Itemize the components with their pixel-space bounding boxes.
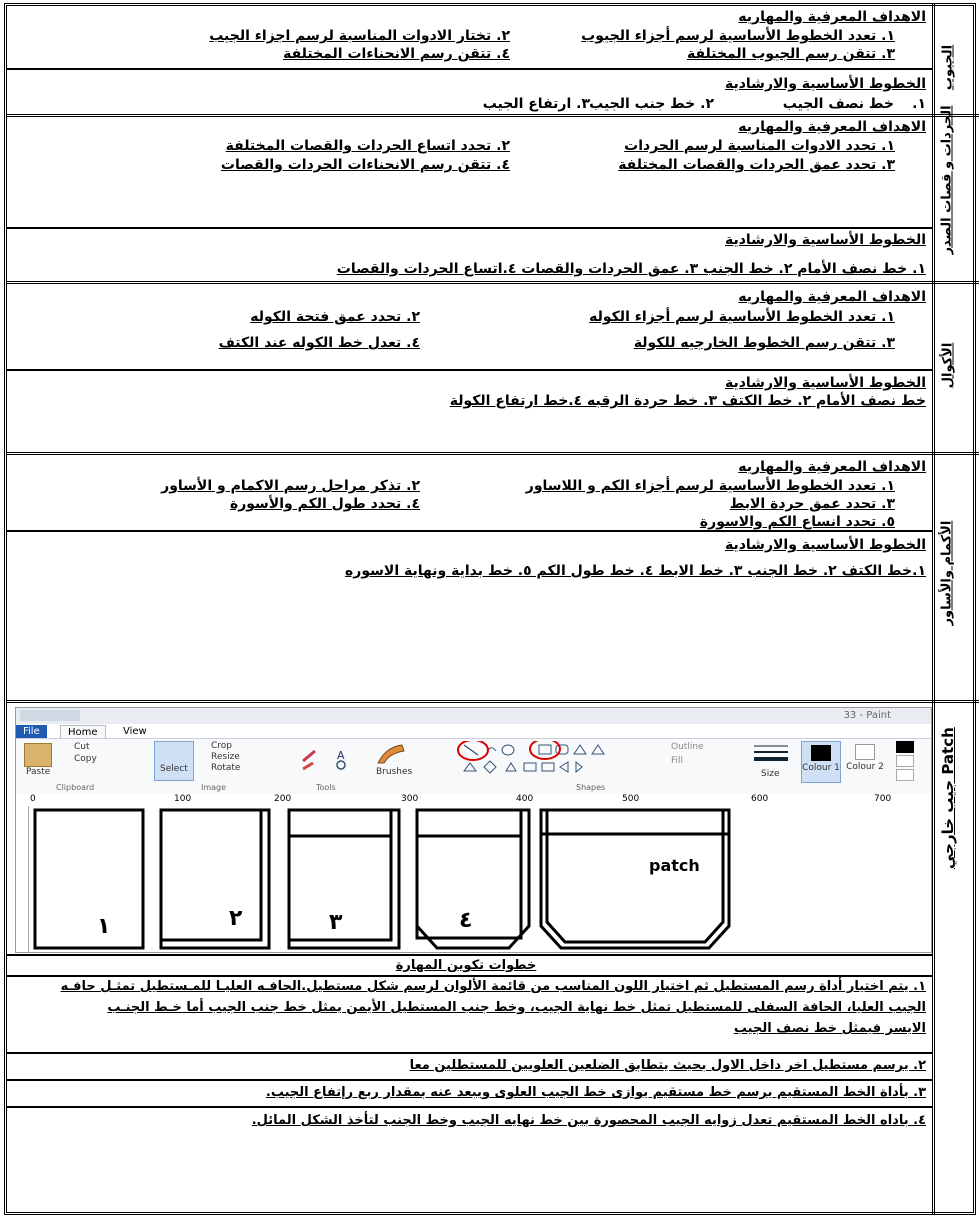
- clipboard-group-label: Clipboard: [56, 783, 95, 792]
- divider: [7, 227, 933, 229]
- step-2: ٢. يرسم مستطيل اخر داخل الاول بحيث يتطابق الضلعين العلويين للمستطلين معا: [409, 1058, 926, 1073]
- pocket-goals-title: الاهداف المعرفية والمهاريه: [738, 9, 926, 25]
- ruler-mark: 200: [274, 794, 292, 804]
- fill-button[interactable]: Fill: [671, 756, 684, 766]
- paint-canvas[interactable]: [29, 806, 931, 952]
- palette-white[interactable]: [896, 769, 914, 781]
- paint-ribbon: [16, 738, 931, 795]
- colour-1-selector[interactable]: [801, 741, 841, 783]
- pocket-line-1-num: ١.: [912, 96, 926, 112]
- divider: [7, 369, 933, 371]
- select-tool[interactable]: [154, 741, 194, 781]
- tab-view[interactable]: View: [123, 726, 147, 737]
- step-1-line-3: الايسر فيمثل خط نصف الجيب: [733, 1021, 926, 1036]
- ruler-mark: 0: [30, 794, 36, 804]
- quick-access-toolbar[interactable]: [20, 710, 80, 721]
- brushes-button[interactable]: Brushes: [376, 767, 413, 777]
- colour-2-swatch: [855, 744, 875, 760]
- collars-goals-title: الاهداف المعرفية والمهاريه: [738, 119, 926, 135]
- ruler-mark: 300: [401, 794, 419, 804]
- paint-screenshot: [15, 707, 932, 953]
- shapes-group-label: Shapes: [576, 783, 606, 792]
- size-icon[interactable]: [754, 743, 788, 763]
- colour-1-label: Colour 1: [802, 763, 840, 773]
- pocket-lines-title: الخطوط الأساسية والارشادية: [724, 76, 926, 92]
- pocket-line-2: ٢. خط جنب الجيب: [589, 96, 714, 112]
- collars-goal-2: ٢. تحدد اتساع الحردات والقصات المختلفة: [225, 138, 510, 154]
- svg-text:A: A: [337, 749, 345, 762]
- tools-group-label: Tools: [316, 783, 336, 792]
- step-1-line-2: الجيب العليا، الحافة السفلى للمستطيل تمثل خط نهاية الجيب، وخط جنب المستطيل الأيمن يمثل خط جنب الجيب أما خـط الجنـب: [107, 1000, 926, 1015]
- cuffs-lines-title: الخطوط الأساسية والارشادية: [724, 375, 926, 391]
- step-3: ٣. بأداة الخط المستقيم يرسم خط مستقيم يوازى خط الجيب العلوى ويبعد عنه بمقدار ربع رإتفاع الجيب.: [265, 1085, 926, 1100]
- outline-button[interactable]: Outline: [671, 742, 704, 752]
- palette-black[interactable]: [896, 741, 914, 753]
- patch-label: patch: [649, 856, 700, 875]
- shapes-gallery[interactable]: [456, 741, 651, 781]
- colour-2-label: Colour 2: [846, 762, 884, 772]
- pocket-number-2: ٢: [229, 906, 243, 931]
- sleeves-lines: ١.خط الكتف ٢. خط الجنب ٣. خط الابط ٤. خط طول الكم ٥. خط بداية ونهاية الاسوره: [345, 563, 926, 579]
- paste-button[interactable]: Paste: [26, 767, 51, 777]
- rotate-button[interactable]: Rotate: [211, 763, 241, 773]
- pocket-number-4: ٤: [459, 908, 473, 933]
- sleeves-goal-4: ٤. تحدد طول الكم والأسورة: [229, 496, 420, 512]
- colour-1-swatch: [811, 745, 831, 761]
- pocket-line-3: ٣. ارتفاع الجيب: [482, 96, 590, 112]
- collars-goal-1: ١. تحدد الادوات المناسبة لرسم الحردات: [624, 138, 895, 154]
- cuffs-goal-2: ٢. تحدد عمق فتحة الكوله: [250, 309, 420, 325]
- sleeves-goal-5: ٥. تحدد انساع الكم والاسورة: [699, 514, 895, 530]
- divider: [7, 1106, 933, 1108]
- colour-2-selector[interactable]: [846, 741, 884, 781]
- section-column-divider: [932, 3, 935, 1215]
- divider: [7, 1052, 933, 1054]
- step-1-line-1: ١. يتم اختيار أداة رسم المستطيل ثم اختيار اللون المناسب من قائمة الألوان لرسم شكل مستطيل.الحافـه العليـا للمـستطيل تمثـل حافـه: [60, 979, 926, 994]
- vertical-ruler: [16, 806, 29, 952]
- cuffs-goal-4: ٤. تعدل خط الكوله عند الكتف: [218, 335, 420, 351]
- section-label-collars: الحردات و قصات الصدر: [939, 105, 955, 255]
- sleeves-goal-1: ١. تعدد الخطوط الأساسية لرسم أجزاء الكم و اللاساور: [525, 478, 895, 494]
- collars-goal-3: ٣. تحدد عمق الحردات والقصات المختلفة: [618, 157, 895, 173]
- pocket-goal-4: ٤. تتقن رسم الانحناءات المختلفة: [283, 46, 510, 62]
- ruler-mark: 700: [874, 794, 892, 804]
- section-label-cuffs: الأكوال: [940, 342, 956, 389]
- ruler-mark: 100: [174, 794, 192, 804]
- cut-button[interactable]: Cut: [74, 742, 90, 752]
- pocket-line-1: خط نصف الجيب: [782, 96, 894, 112]
- divider: [7, 452, 979, 455]
- cuffs-goal-1: ١. تعدد الخطوط الأساسية لرسم أجزاء الكوله: [589, 309, 895, 325]
- divider: [7, 68, 933, 70]
- sleeves-lines-title: الخطوط الأساسية والارشادية: [724, 537, 926, 553]
- copy-button[interactable]: Copy: [74, 754, 97, 764]
- pocket-goal-2: ٢. تختار الادوات المناسبة لرسم اجزاء الجيب: [209, 28, 510, 44]
- divider: [7, 1079, 933, 1081]
- image-group-label: Image: [201, 783, 227, 792]
- crop-button[interactable]: Crop: [211, 741, 233, 751]
- section-label-pocket: الجيوب: [940, 44, 956, 91]
- collars-lines: ١. خط نصف الأمام ٢. خط الجنب ٣. عمق الحردات والقصات ٤.اتساع الحردات والقصات: [336, 261, 926, 277]
- paste-icon[interactable]: [24, 743, 52, 767]
- paint-window-title: 33 - Paint: [843, 710, 891, 721]
- paint-titlebar: [16, 708, 931, 724]
- paint-ribbon-tabs: [16, 724, 931, 738]
- size-button[interactable]: Size: [761, 769, 780, 779]
- cuffs-lines: خط نصف الأمام ٢. خط الكتف ٣. خط حردة الرقبه ٤.خط ارتفاع الكولة: [449, 393, 926, 409]
- ruler-mark: 400: [516, 794, 534, 804]
- divider: [7, 700, 979, 703]
- collars-lines-title: الخطوط الأساسية والارشادية: [724, 232, 926, 248]
- pocket-number-3: ٣: [329, 910, 343, 935]
- pocket-number-1: ١: [97, 914, 111, 939]
- divider: [7, 530, 933, 532]
- select-label: Select: [160, 764, 188, 774]
- brushes-icon[interactable]: [376, 743, 406, 765]
- section-label-patch: جيب خارجي Patch: [939, 727, 957, 869]
- divider: [7, 975, 933, 977]
- sleeves-goal-2: ٢. تذكر مراحل رسم الاكمام و الأساور: [161, 478, 420, 494]
- cuffs-goal-3: ٣. تتقن رسم الخطوط الخارجيه للكولة: [633, 335, 895, 351]
- tab-file[interactable]: File: [16, 725, 47, 738]
- divider: [7, 281, 979, 284]
- sleeves-goals-title: الاهداف المعرفية والمهاريه: [738, 459, 926, 475]
- sleeves-goal-3: ٣. تحدد عمق حردة الابط: [729, 496, 895, 512]
- steps-title: خطوات تكوين المهارة: [395, 958, 537, 973]
- step-4: ٤. باداه الخط المستقيم تعدل زوايه الجيب المحصورة بين خط نهايه الجيب وخط الجنب لتأخذ الشكل المائل.: [251, 1113, 926, 1128]
- divider: [7, 954, 933, 956]
- ruler-mark: 600: [751, 794, 769, 804]
- collars-goal-4: ٤. تتقن رسم الانحناءات الحردات والقصات: [220, 157, 510, 173]
- resize-button[interactable]: Resize: [211, 752, 240, 762]
- divider: [7, 114, 979, 117]
- tab-home[interactable]: Home: [60, 725, 106, 739]
- pocket-goal-3: ٣. تتقن رسم الجيوب المختلفة: [686, 46, 895, 62]
- section-label-sleeves: الأكمام والأساور: [939, 520, 955, 626]
- cuffs-goals-title: الاهداف المعرفية والمهاريه: [738, 289, 926, 305]
- palette-white[interactable]: [896, 755, 914, 767]
- tools-icons[interactable]: [301, 745, 353, 771]
- ruler-mark: 500: [622, 794, 640, 804]
- pocket-goal-1: ١. تعدد الخطوط الأساسية لرسم أجزاء الجيوب: [581, 28, 895, 44]
